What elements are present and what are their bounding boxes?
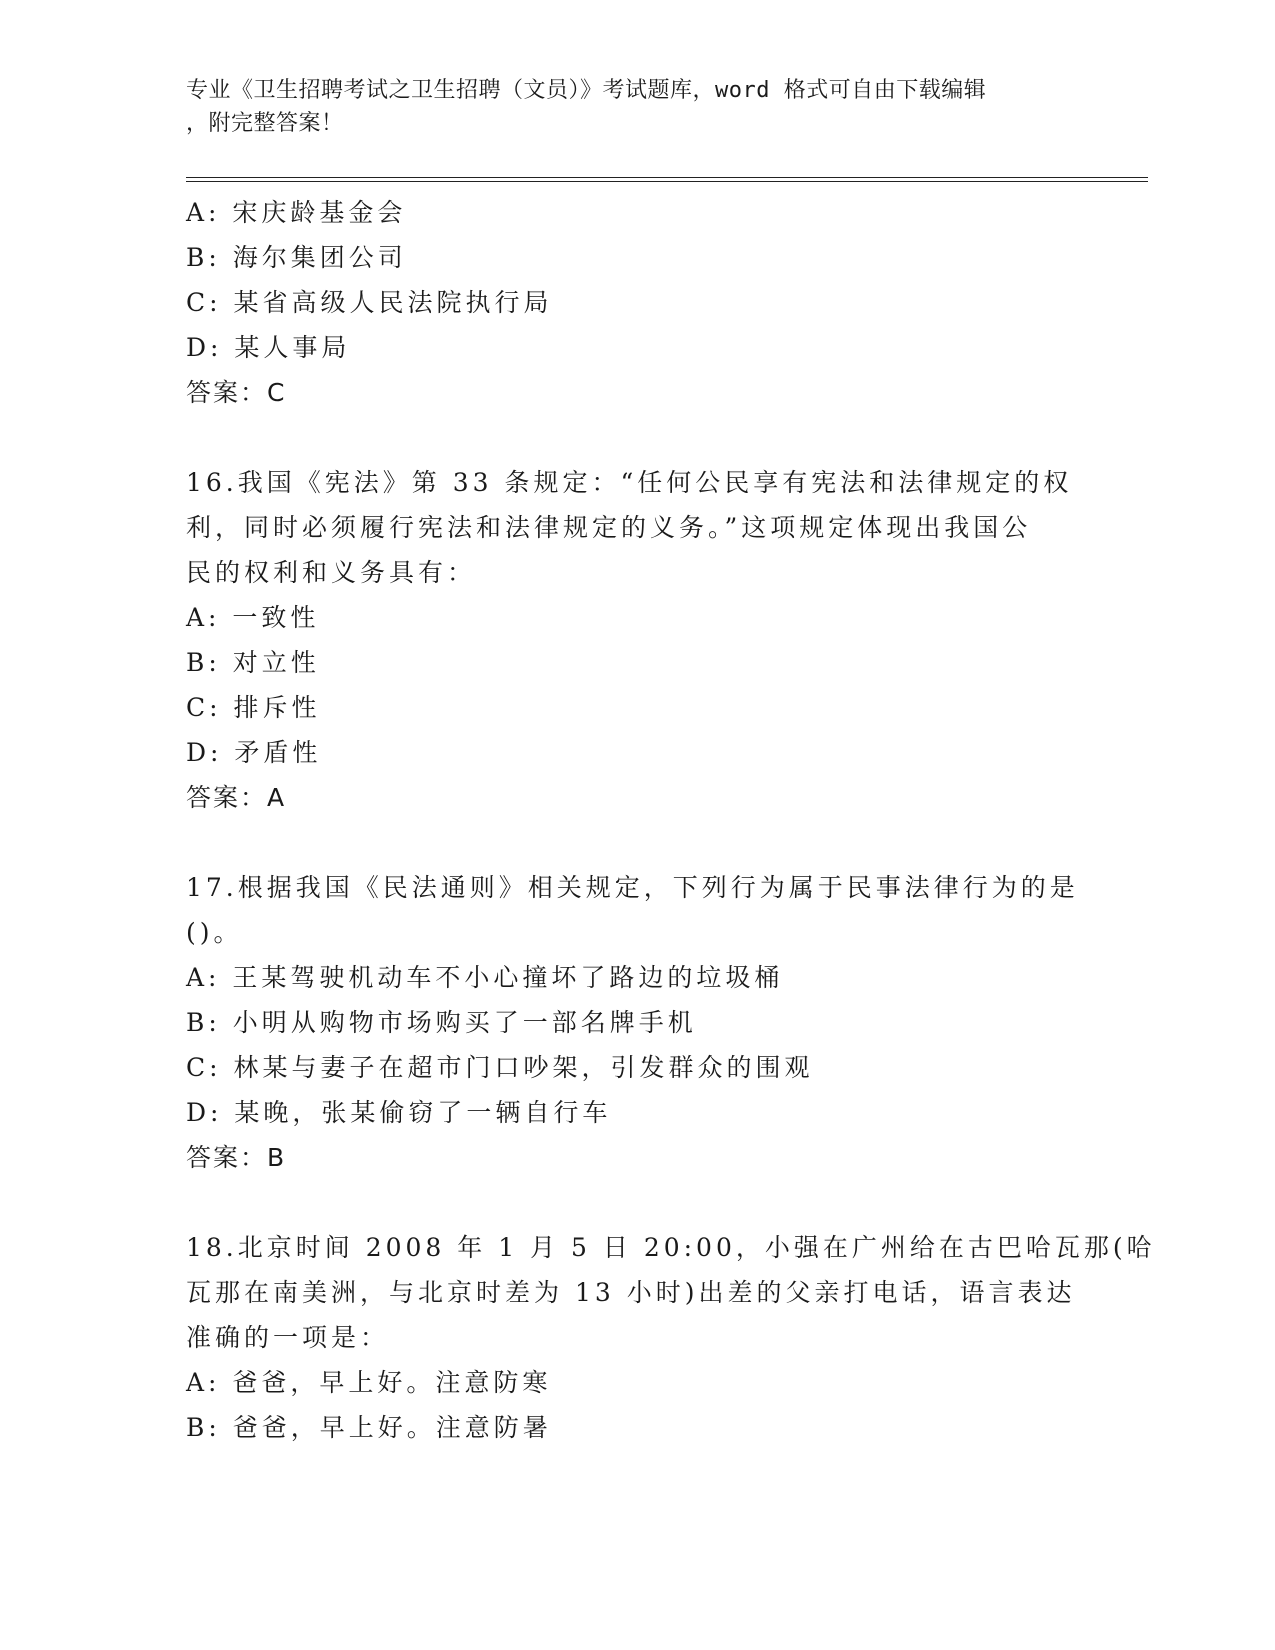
q16-option-b: B: 对立性	[186, 648, 320, 677]
q16-stem-line-1: 16.我国《宪法》第 33 条规定：“任何公民享有宪法和法律规定的权	[186, 468, 1073, 497]
spacer	[186, 1180, 1066, 1225]
q17-option-c: C: 林某与妻子在超市门口吵架，引发群众的围观	[186, 1053, 814, 1082]
q17-stem-line-2: ()。	[186, 918, 243, 947]
q16-option-a: A: 一致性	[186, 603, 320, 632]
header-line-2: ，附完整答案！	[186, 111, 344, 136]
q17-option-a: A: 王某驾驶机动车不小心撞坏了路边的垃圾桶	[186, 963, 784, 992]
q16-option-c: C: 排斥性	[186, 693, 321, 722]
question-15	[186, 190, 1066, 415]
spacer	[186, 820, 1066, 865]
q15-option-d: D: 某人事局	[186, 333, 351, 362]
question-list	[186, 190, 1156, 1450]
q15-answer: 答案：C	[186, 378, 287, 407]
q17-answer: 答案：B	[186, 1143, 287, 1172]
q18-stem-line-1: 18.北京时间 2008 年 1 月 5 日 20:00，小强在广州给在古巴哈瓦那(哈	[186, 1233, 1156, 1262]
spacer	[186, 415, 1066, 460]
header-line-1: 专业《卫生招聘考试之卫生招聘（文员）》考试题库，word 格式可自由下载编辑	[186, 78, 987, 103]
q16-stem-line-2: 利，同时必须履行宪法和法律规定的义务。”这项规定体现出我国公	[186, 513, 1032, 542]
q17-stem-line-1: 17.根据我国《民法通则》相关规定，下列行为属于民事法律行为的是	[186, 873, 1079, 902]
q18-stem-line-2: 瓦那在南美洲，与北京时差为 13 小时)出差的父亲打电话，语言表达	[186, 1278, 1076, 1307]
q15-option-b: B: 海尔集团公司	[186, 243, 407, 272]
q17-option-d: D: 某晚，张某偷窃了一辆自行车	[186, 1098, 612, 1127]
q15-option-c: C: 某省高级人民法院执行局	[186, 288, 553, 317]
q16-stem-line-3: 民的权利和义务具有：	[186, 558, 477, 587]
header-divider-top	[186, 177, 1148, 178]
question-16	[186, 460, 1073, 820]
question-17	[186, 865, 1079, 1180]
q17-option-b: B: 小明从购物市场购买了一部名牌手机	[186, 1008, 697, 1037]
header-divider-bottom	[186, 181, 1148, 182]
q15-option-a: A: 宋庆龄基金会	[186, 198, 407, 227]
q18-option-b: B: 爸爸，早上好。注意防暑	[186, 1413, 552, 1442]
q18-stem-line-3: 准确的一项是：	[186, 1323, 390, 1352]
q16-option-d: D: 矛盾性	[186, 738, 322, 767]
q16-answer: 答案：A	[186, 783, 287, 812]
question-18	[186, 1225, 1156, 1450]
document-header	[186, 74, 1086, 140]
q18-option-a: A: 爸爸，早上好。注意防寒	[186, 1368, 552, 1397]
